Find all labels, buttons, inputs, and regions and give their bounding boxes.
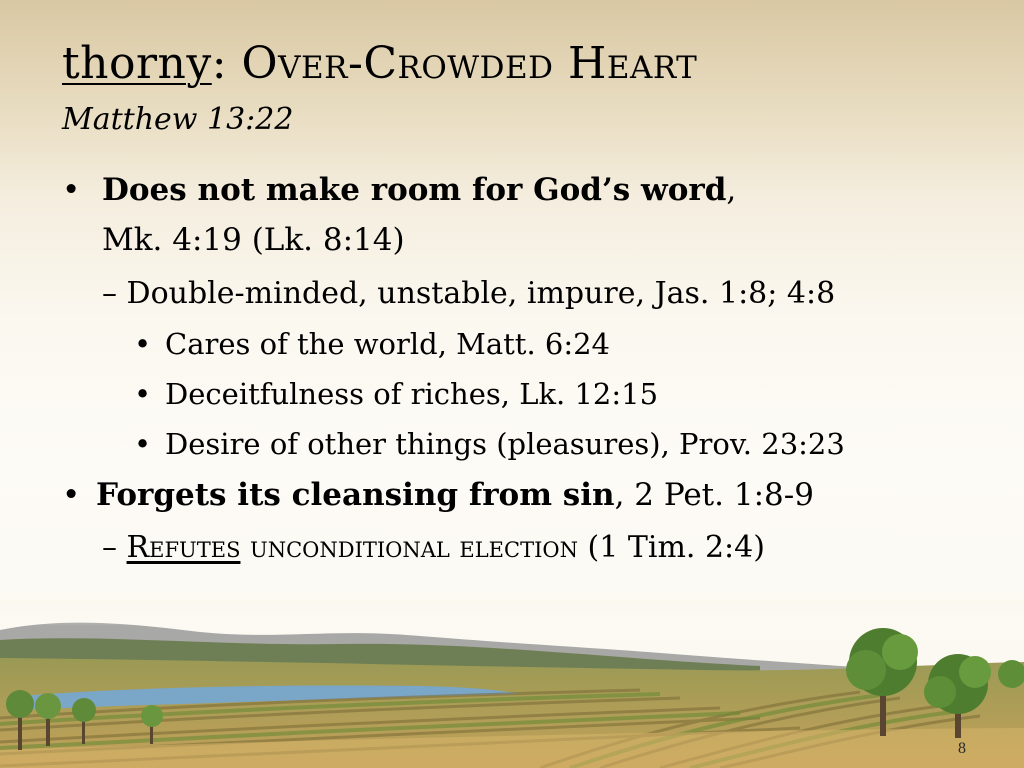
title-rest: : Over-Crowded Heart [211, 38, 698, 89]
bullet-2-rest: , 2 Pet. 1:8-9 [614, 477, 814, 513]
title-keyword: thorny [62, 38, 212, 89]
subsub-marker: • [134, 377, 152, 411]
dash: – [102, 530, 127, 565]
bullet-1-rest: , [726, 172, 737, 208]
page-number: 8 [958, 740, 966, 757]
bullet-1-subsub-1: Cares of the world, Matt. 6:24 [165, 327, 610, 361]
bullet-1-subsub-2: Deceitfulness of riches, Lk. 12:15 [165, 377, 659, 411]
bullet-1-sub-1: – Double-minded, unstable, impure, Jas. 1:8; 4:8 [102, 276, 836, 311]
bullet-2-sub-rest: (1 Tim. 2:4) [577, 530, 765, 565]
bullet-1-subsub-3: Desire of other things (pleasures), Prov. 23:23 [165, 427, 845, 461]
bullet-1-line2: Mk. 4:19 (Lk. 8:14) [102, 222, 405, 258]
bullet-1-bold: Does not make room for God’s word [102, 172, 727, 208]
bullet-marker: • [62, 172, 81, 208]
unconditional-election-text: unconditional election [240, 530, 578, 565]
bullet-2-bold: Forgets its cleansing from sin [96, 477, 615, 513]
slide-subtitle: Matthew 13:22 [62, 102, 294, 137]
bullet-1 [102, 170, 736, 210]
bullet-2-sub-1 [102, 528, 765, 568]
subsub-marker: • [134, 427, 152, 461]
landscape-illustration [0, 600, 1024, 768]
refutes-text: Refutes [126, 530, 241, 565]
subsub-marker: • [134, 327, 152, 361]
bullet-marker: • [62, 477, 81, 513]
slide-title [62, 38, 697, 90]
bullet-2 [96, 475, 814, 515]
